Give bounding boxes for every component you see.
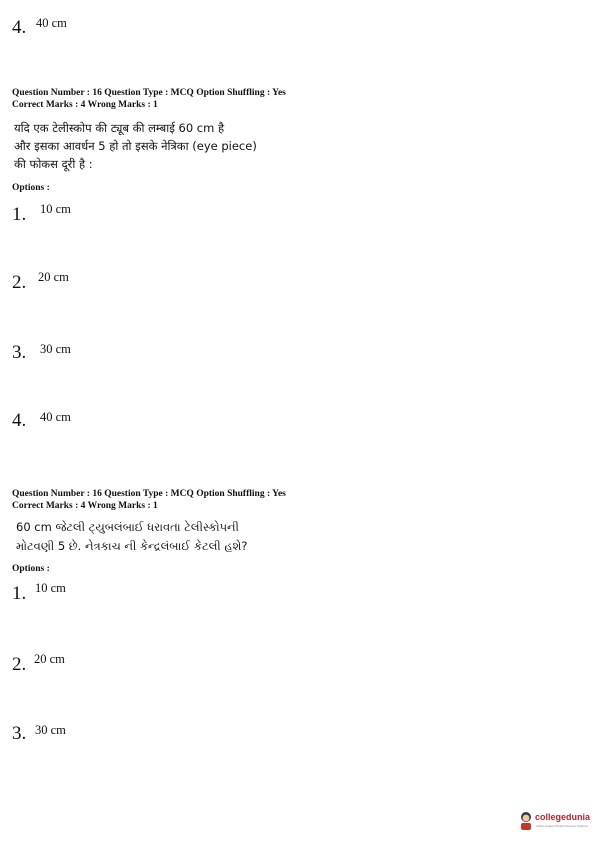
option-text: 10 cm	[35, 581, 66, 595]
marks-meta: Correct Marks : 4 Wrong Marks : 1	[12, 501, 158, 511]
option-text: 20 cm	[34, 652, 65, 666]
question-text-line: और इसका आवर्धन 5 हो तो इसके नेत्रिका (eye piece)	[14, 139, 257, 153]
option-number: 3.	[12, 723, 27, 744]
option-text: 10 cm	[40, 202, 71, 216]
option-number: 4.	[12, 17, 27, 38]
option-text: 30 cm	[35, 723, 66, 737]
option-number: 2.	[12, 654, 27, 675]
marks-meta: Correct Marks : 4 Wrong Marks : 1	[12, 100, 158, 110]
option-text: 40 cm	[36, 16, 67, 30]
option-number: 1.	[12, 583, 27, 604]
question-text-line: 60 cm જેટલી ટ્યુબલંબાઈ ધરાવતા ટેલીસ્કોપની	[16, 520, 239, 534]
option-number: 3.	[12, 342, 27, 363]
option-text: 20 cm	[38, 270, 69, 284]
question-text-line: की फोकस दूरी है :	[14, 157, 93, 171]
options-label: Options :	[12, 183, 50, 193]
option-number: 2.	[12, 272, 27, 293]
question-text-line: મોટવણી 5 છે. નેત્રકાચ ની કેન્દ્રલંબાઈ કેટલી હશે?	[16, 539, 248, 553]
logo-tagline: India's largest Student Review Platform	[536, 824, 589, 828]
collegedunia-logo	[518, 809, 590, 835]
option-number: 1.	[12, 204, 27, 225]
option-number: 4.	[12, 410, 27, 431]
question-meta: Question Number : 16 Question Type : MCQ Option Shuffling : Yes	[12, 88, 286, 98]
question-text-line: यदि एक टेलीस्कोप की ट्यूब की लम्बाई 60 cm है	[14, 121, 225, 135]
mascot-icon	[518, 811, 534, 831]
option-text: 30 cm	[40, 342, 71, 356]
option-text: 40 cm	[40, 410, 71, 424]
options-label: Options :	[12, 564, 50, 574]
question-meta: Question Number : 16 Question Type : MCQ Option Shuffling : Yes	[12, 489, 286, 499]
logo-name: collegedunia	[535, 812, 591, 822]
